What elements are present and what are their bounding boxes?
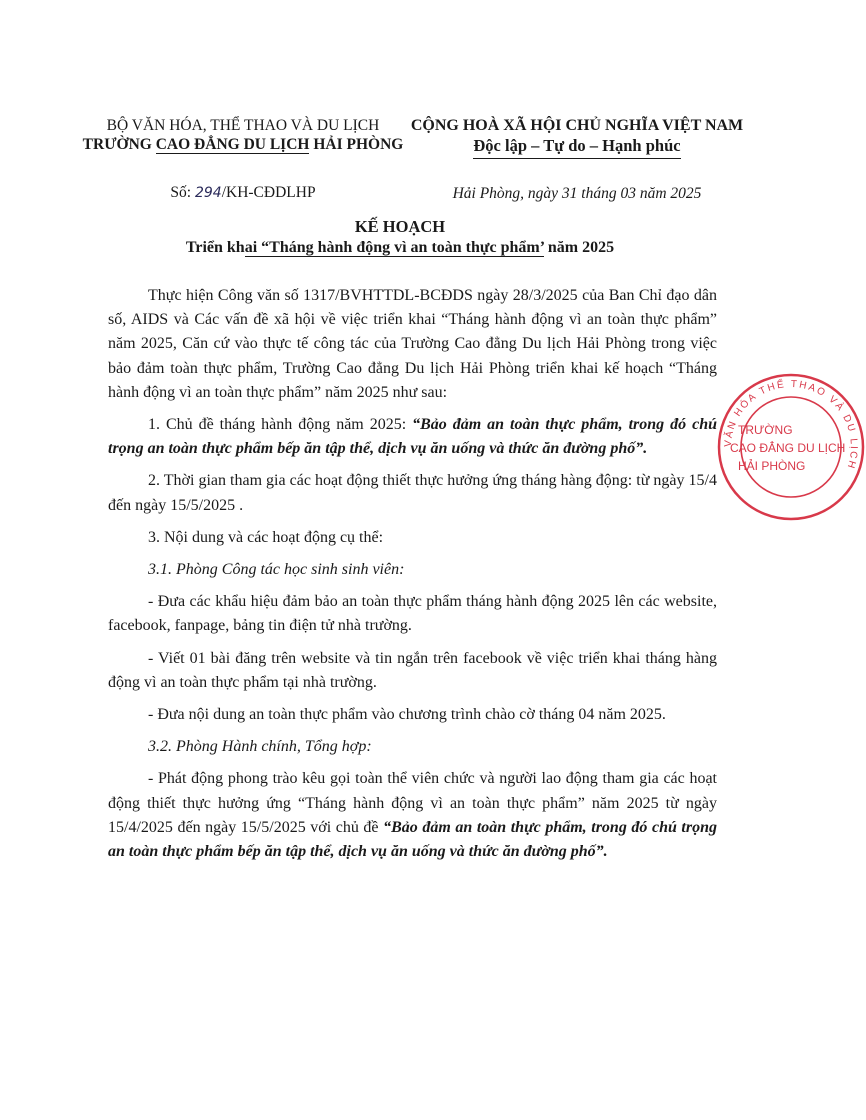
item-3: 3. Nội dung và các hoạt động cụ thể:	[148, 528, 384, 546]
seal-line-1: TRƯỜNG	[738, 423, 793, 437]
title-main: KẾ HOẠCH	[354, 217, 446, 236]
issue-date: Hải Phòng, ngày 31 tháng 03 năm 2025	[452, 185, 702, 202]
ministry-name: BỘ VĂN HÓA, THỂ THAO VÀ DU LỊCH	[106, 117, 380, 134]
seal-line-3: HẢI PHÒNG	[738, 459, 806, 473]
national-motto: Độc lập – Tự do – Hạnh phúc	[473, 135, 680, 159]
document-number: Số: 294/KH-CĐDLHP	[170, 184, 316, 201]
item-1-theme: “Bảo đảm an toàn thực phẩm, trong đó chú trọng an toàn thực phẩm bếp ăn tập thể, dịch vụ ăn uống và thức ăn đường phố”.	[108, 416, 717, 458]
handwritten-number: 294	[194, 185, 222, 201]
school-name: TRƯỜNG CAO ĐẲNG DU LỊCH HẢI PHÒNG	[82, 136, 404, 153]
section-3-1-heading: 3.1. Phòng Công tác học sinh sinh viên:	[148, 561, 405, 579]
republic-name: CỘNG HOÀ XÃ HỘI CHỦ NGHĨA VIỆT NAM	[410, 117, 744, 134]
seal-line-2: CAO ĐẲNG DU LỊCH	[730, 441, 846, 455]
section-3-2-bullet-1: - Phát động phong trào kêu gọi toàn thể viên chức và người lao động tham gia các hoạt động thiết thực hưởng ứng “Tháng hành động vì an toàn thực phẩm” năm 2025 từ ngày 15/4/2025 đến ngày 15/5/2025 với chủ đề “Bảo đảm an toàn thực phẩm, trong đó chú trọng an toàn thực phẩm bếp ăn tập thể, dịch vụ ăn uống và thức ăn đường phố”.	[108, 770, 717, 861]
item-2: 2. Thời gian tham gia các hoạt động thiết thực hưởng ứng tháng hàng động: từ ngày 15/4 đến ngày 15/5/2025 .	[108, 472, 717, 514]
document-title	[80, 216, 720, 258]
section-3-2-heading: 3.2. Phòng Hành chính, Tổng hợp:	[148, 738, 372, 756]
section-3-2-theme: “Bảo đảm an toàn thực phẩm, trong đó chú trọng an toàn thực phẩm bếp ăn tập thể, dịch vụ ăn uống và thức ăn đường phố”.	[108, 818, 717, 861]
item-1: 1. Chủ đề tháng hành động năm 2025: “Bảo đảm an toàn thực phẩm, trong đó chú trọng an toàn thực phẩm bếp ăn tập thể, dịch vụ ăn uống và thức ăn đường phố”.	[108, 416, 717, 458]
title-subtitle: Triển khai “Tháng hành động vì an toàn thực phẩm’ năm 2025	[185, 239, 615, 256]
section-3-1-bullet-3: - Đưa nội dung an toàn thực phẩm vào chương trình chào cờ tháng 04 năm 2025.	[148, 706, 666, 724]
issuer-block	[78, 116, 408, 202]
national-header	[402, 116, 752, 203]
intro-paragraph: Thực hiện Công văn số 1317/BVHTTDL-BCĐDS ngày 28/3/2025 của Ban Chỉ đạo dân số, AIDS và Các vấn đề xã hội về việc triển khai “Tháng hành động vì an toàn thực phẩm” năm 2025, Căn cứ vào thực tế công tác của Trường Cao đẳng Du lịch Hải Phòng trong việc bảo đảm toàn thực phẩm, Trường Cao đẳng Du lịch Hải Phòng triển khai kế hoạch “Tháng hành động vì an toàn thực phẩm” năm 2025 như sau:	[108, 287, 717, 401]
document-body	[108, 284, 717, 872]
section-3-1-bullet-2: - Viết 01 bài đăng trên website và tin ngắn trên facebook về việc triển khai tháng hàng động vì an toàn thực phẩm tại nhà trường.	[108, 649, 717, 691]
seal-ring-text: VĂN HÓA THỂ THAO VÀ DU LỊCH	[722, 378, 860, 472]
official-seal-stamp	[716, 372, 866, 522]
section-3-1-bullet-1: - Đưa các khẩu hiệu đảm bảo an toàn thực phẩm tháng hành động 2025 lên các website, facebook, fanpage, bảng tin điện tử nhà trường.	[108, 593, 717, 635]
